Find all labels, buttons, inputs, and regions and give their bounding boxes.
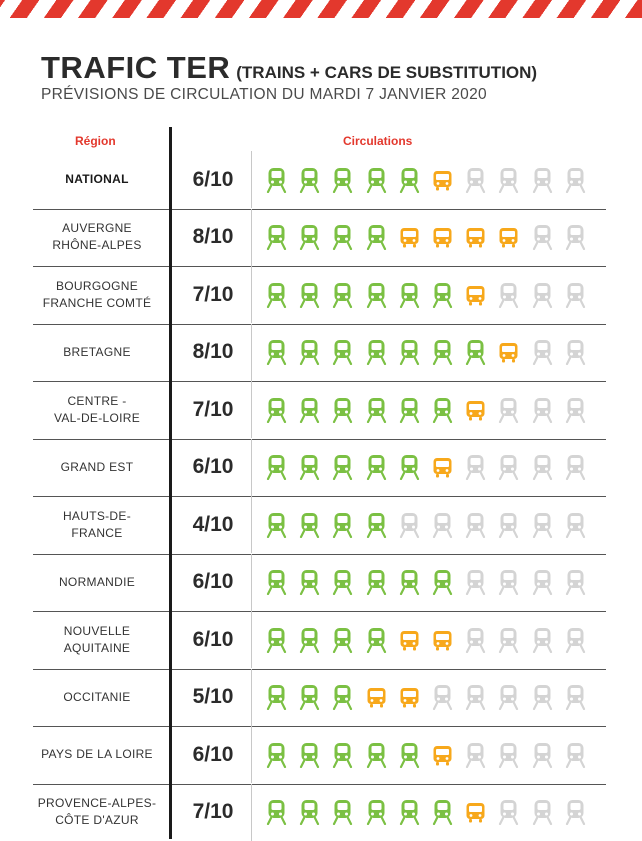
train-icon — [398, 569, 421, 595]
train-off-icon — [497, 512, 520, 538]
table-row — [0, 266, 642, 323]
row-divider — [251, 496, 252, 553]
row-divider — [251, 554, 252, 611]
train-icon — [398, 742, 421, 768]
circulation-icons — [265, 669, 597, 726]
train-icon — [365, 454, 388, 480]
row-divider — [251, 381, 252, 438]
train-icon — [298, 684, 321, 710]
train-off-icon — [531, 282, 554, 308]
traffic-score: 6/10 — [192, 570, 234, 593]
bus-icon — [464, 799, 487, 825]
circulation-icons — [265, 324, 597, 381]
train-icon — [331, 742, 354, 768]
bus-icon — [431, 742, 454, 768]
train-off-icon — [531, 799, 554, 825]
train-off-icon — [464, 512, 487, 538]
train-icon — [331, 454, 354, 480]
row-divider — [251, 726, 252, 783]
train-icon — [431, 397, 454, 423]
train-off-icon — [497, 799, 520, 825]
region-name: CENTRE - VAL-DE-LOIRE — [53, 393, 141, 425]
train-icon — [331, 799, 354, 825]
train-icon — [365, 339, 388, 365]
train-icon — [365, 569, 388, 595]
bus-icon — [497, 224, 520, 250]
train-off-icon — [531, 512, 554, 538]
train-icon — [265, 512, 288, 538]
traffic-score: 6/10 — [192, 627, 234, 651]
train-icon — [398, 339, 421, 365]
region-name: PROVENCE-ALPES- CÔTE D'AZUR — [37, 796, 157, 827]
traffic-score: 6/10 — [192, 167, 234, 191]
train-off-icon — [398, 512, 421, 538]
page-title — [41, 50, 537, 86]
table-row — [0, 324, 642, 381]
circulation-icons — [265, 784, 597, 841]
bus-icon — [497, 339, 520, 365]
region-name: NATIONAL — [65, 172, 129, 186]
train-off-icon — [497, 684, 520, 710]
train-off-icon — [497, 627, 520, 653]
row-divider — [251, 439, 252, 496]
train-icon — [265, 799, 288, 825]
table-row — [0, 151, 642, 208]
circulation-icons — [265, 209, 597, 266]
train-off-icon — [531, 454, 554, 480]
train-off-icon — [431, 684, 454, 710]
train-off-icon — [464, 684, 487, 710]
region-name: BRETAGNE — [63, 344, 131, 359]
train-icon — [365, 799, 388, 825]
train-off-icon — [564, 799, 587, 825]
train-icon — [398, 454, 421, 480]
train-off-icon — [531, 684, 554, 710]
train-off-icon — [564, 742, 587, 768]
circulation-icons — [265, 554, 597, 611]
striped-banner — [0, 0, 642, 18]
train-off-icon — [564, 512, 587, 538]
train-off-icon — [464, 742, 487, 768]
train-icon — [265, 339, 288, 365]
train-icon — [331, 397, 354, 423]
train-off-icon — [464, 167, 487, 193]
train-icon — [265, 224, 288, 250]
bus-icon — [398, 627, 421, 653]
train-off-icon — [464, 569, 487, 595]
train-icon — [398, 397, 421, 423]
region-name: PAYS DE LA LOIRE — [41, 747, 153, 761]
column-divider — [169, 127, 172, 839]
row-divider — [251, 611, 252, 668]
table-row — [0, 496, 642, 553]
train-off-icon — [431, 512, 454, 538]
traffic-score: 6/10 — [192, 742, 234, 766]
train-icon — [331, 684, 354, 710]
train-off-icon — [564, 684, 587, 710]
circulation-icons — [265, 726, 597, 783]
train-icon — [365, 397, 388, 423]
train-icon — [265, 397, 288, 423]
train-icon — [431, 799, 454, 825]
circulation-icons — [265, 151, 597, 208]
train-icon — [331, 569, 354, 595]
traffic-score: 7/10 — [192, 800, 234, 823]
train-icon — [298, 512, 321, 538]
traffic-score: 6/10 — [192, 455, 234, 478]
train-icon — [298, 742, 321, 768]
bus-icon — [464, 282, 487, 308]
train-off-icon — [497, 569, 520, 595]
table-row — [0, 209, 642, 266]
train-off-icon — [564, 339, 587, 365]
train-icon — [431, 569, 454, 595]
row-divider — [251, 266, 252, 323]
train-icon — [265, 167, 288, 193]
train-off-icon — [564, 282, 587, 308]
train-icon — [298, 339, 321, 365]
train-off-icon — [531, 569, 554, 595]
bus-icon — [398, 684, 421, 710]
train-icon — [298, 397, 321, 423]
circulation-icons — [265, 611, 597, 668]
column-header-region: Région — [75, 134, 116, 148]
table-row — [0, 439, 642, 496]
train-icon — [431, 339, 454, 365]
train-icon — [331, 282, 354, 308]
train-icon — [265, 742, 288, 768]
train-icon — [265, 569, 288, 595]
title-main: TRAFIC TER — [41, 50, 231, 85]
table-row — [0, 611, 642, 668]
region-name: NOUVELLE AQUITAINE — [63, 623, 131, 655]
page-subtitle: PRÉVISIONS DE CIRCULATION DU MARDI 7 JANVIER 2020 — [41, 86, 487, 103]
train-icon — [398, 282, 421, 308]
region-name: GRAND EST — [60, 459, 134, 474]
traffic-score: 8/10 — [192, 340, 234, 363]
train-off-icon — [497, 454, 520, 480]
train-icon — [298, 454, 321, 480]
train-icon — [365, 742, 388, 768]
train-off-icon — [497, 742, 520, 768]
train-icon — [365, 167, 388, 193]
train-icon — [265, 627, 288, 653]
table-row — [0, 554, 642, 611]
traffic-score: 7/10 — [192, 397, 234, 421]
circulation-icons — [265, 439, 597, 496]
traffic-score: 5/10 — [192, 685, 234, 708]
table-row — [0, 726, 642, 783]
circulation-icons — [265, 381, 597, 438]
train-icon — [365, 627, 388, 653]
circulation-icons — [265, 266, 597, 323]
train-icon — [398, 799, 421, 825]
train-off-icon — [464, 454, 487, 480]
region-name: BOURGOGNE FRANCHE COMTÉ — [42, 278, 152, 310]
title-sub: (TRAINS + CARS DE SUBSTITUTION) — [236, 63, 538, 82]
train-off-icon — [531, 224, 554, 250]
train-off-icon — [564, 569, 587, 595]
traffic-score: 7/10 — [192, 282, 234, 306]
bus-icon — [431, 224, 454, 250]
table-row — [0, 669, 642, 726]
train-icon — [398, 167, 421, 193]
bus-icon — [431, 167, 454, 193]
region-name: NORMANDIE — [58, 574, 136, 589]
train-icon — [298, 569, 321, 595]
row-divider — [251, 784, 252, 841]
bus-icon — [365, 684, 388, 710]
circulation-icons — [265, 496, 597, 553]
train-off-icon — [531, 742, 554, 768]
train-icon — [265, 454, 288, 480]
row-divider — [251, 151, 252, 208]
train-icon — [365, 282, 388, 308]
train-icon — [331, 627, 354, 653]
train-off-icon — [564, 454, 587, 480]
train-off-icon — [497, 397, 520, 423]
bus-icon — [464, 397, 487, 423]
train-off-icon — [497, 167, 520, 193]
train-icon — [331, 339, 354, 365]
train-off-icon — [464, 627, 487, 653]
train-off-icon — [531, 397, 554, 423]
row-divider — [251, 209, 252, 266]
train-off-icon — [564, 224, 587, 250]
train-off-icon — [564, 167, 587, 193]
train-off-icon — [564, 397, 587, 423]
column-header-circulations: Circulations — [343, 134, 413, 148]
train-icon — [298, 627, 321, 653]
train-icon — [464, 339, 487, 365]
train-off-icon — [531, 167, 554, 193]
train-icon — [298, 224, 321, 250]
train-off-icon — [564, 627, 587, 653]
train-icon — [331, 167, 354, 193]
train-icon — [298, 799, 321, 825]
region-name: OCCITANIE — [63, 689, 131, 704]
train-icon — [265, 684, 288, 710]
table-row — [0, 784, 642, 841]
bus-icon — [431, 454, 454, 480]
row-divider — [251, 669, 252, 726]
bus-icon — [431, 627, 454, 653]
train-off-icon — [531, 627, 554, 653]
train-icon — [331, 224, 354, 250]
train-icon — [431, 282, 454, 308]
traffic-score: 4/10 — [192, 512, 234, 536]
train-icon — [298, 167, 321, 193]
region-name: HAUTS-DE- FRANCE — [62, 508, 132, 540]
bus-icon — [398, 224, 421, 250]
bus-icon — [464, 224, 487, 250]
row-divider — [251, 324, 252, 381]
train-icon — [298, 282, 321, 308]
train-off-icon — [531, 339, 554, 365]
train-icon — [331, 512, 354, 538]
train-icon — [365, 224, 388, 250]
region-name: AUVERGNE RHÔNE-ALPES — [52, 221, 142, 252]
train-icon — [265, 282, 288, 308]
train-icon — [365, 512, 388, 538]
train-off-icon — [497, 282, 520, 308]
traffic-score: 8/10 — [192, 225, 234, 248]
table-row — [0, 381, 642, 438]
